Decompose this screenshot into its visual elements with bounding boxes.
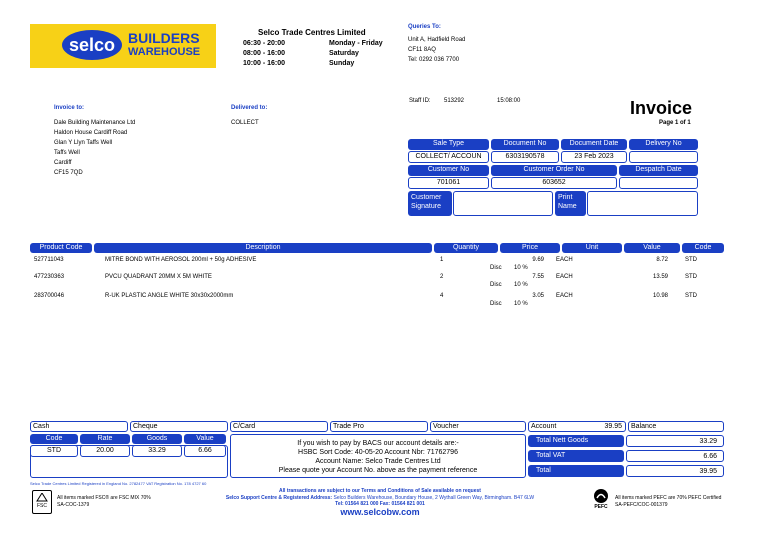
- hours-day-2: Sunday: [329, 60, 355, 67]
- tel-fax: Tel: 01564 821 000 Fax: 01564 821 001: [335, 501, 425, 507]
- col-quantity: Quantity: [434, 243, 498, 253]
- bacs-line-2: Account Name: Selco Trade Centres Ltd: [315, 458, 441, 465]
- total-label: Total: [528, 465, 624, 477]
- row-vat-code: STD: [685, 293, 697, 299]
- row-price: 3.05: [532, 293, 544, 299]
- row-quantity: 1: [440, 257, 444, 263]
- payment-ccard: C/Card: [230, 421, 328, 432]
- invoice-to-label: Invoice to:: [54, 105, 85, 111]
- document-date-header: Document Date: [561, 139, 627, 150]
- col-value: Value: [624, 243, 680, 253]
- sale-type-value: COLLECT/ ACCOUN: [408, 151, 489, 163]
- total-nett-goods-label: Total Nett Goods: [528, 435, 624, 447]
- row-vat-code: STD: [685, 274, 697, 280]
- hours-day-0: Monday - Friday: [329, 40, 383, 47]
- document-no-value: 6303190578: [491, 151, 559, 163]
- vat-row-code: STD: [30, 445, 78, 457]
- invoice-to-line-5: CF15 7QD: [54, 170, 83, 176]
- sale-type-header: Sale Type: [408, 139, 489, 150]
- row-disc-label: Disc: [490, 265, 502, 271]
- pefc-logo-icon: [590, 488, 612, 512]
- row-value: 13.59: [652, 274, 668, 280]
- print-name-label: Print Name: [555, 191, 586, 216]
- col-code: Code: [682, 243, 724, 253]
- row-product-code: 477230363: [34, 274, 65, 280]
- row-product-code: 283700046: [34, 293, 65, 299]
- row-disc: 10 %: [514, 282, 528, 288]
- despatch-date-value: [619, 177, 698, 189]
- customer-order-no-value: 603652: [491, 177, 617, 189]
- website-link[interactable]: www.selcobw.com: [340, 507, 420, 517]
- support-address: Selco Builders Warehouse, Boundary House, 2 Wythall Green Way, Birmingham. B47 6LW: [333, 495, 535, 501]
- company-name: Selco Trade Centres Limited: [258, 28, 366, 37]
- invoice-to-line-4: Cardiff: [54, 160, 72, 166]
- customer-order-no-header: Customer Order No: [491, 165, 617, 176]
- vat-row-rate: 20.00: [80, 445, 130, 457]
- fsc-text: All items marked FSC® are FSC MIX 70%: [57, 495, 151, 501]
- delivery-no-header: Delivery No: [629, 139, 698, 150]
- row-disc: 10 %: [514, 265, 528, 271]
- logo-brand: selco: [62, 30, 122, 60]
- vat-header-value: Value: [184, 434, 226, 444]
- despatch-date-header: Despatch Date: [619, 165, 698, 176]
- support-label: Selco Support Centre & Registered Address:: [225, 495, 333, 501]
- vat-header-code: Code: [30, 434, 78, 444]
- row-unit: EACH: [556, 257, 573, 263]
- vat-row-value: 6.66: [184, 445, 226, 457]
- logo-line1: BUILDERS: [128, 30, 200, 46]
- fsc-logo-icon: [32, 490, 52, 514]
- row-description: PVCU QUADRANT 20MM X 5M WHITE: [105, 274, 212, 280]
- pefc-text: All items marked PEFC are 70% PEFC Certified: [615, 495, 722, 501]
- page-number: Page 1 of 1: [659, 120, 691, 126]
- row-vat-code: STD: [685, 257, 697, 263]
- col-price: Price: [500, 243, 560, 253]
- total-vat-value: 6.66: [626, 450, 724, 462]
- vat-header-rate: Rate: [80, 434, 130, 444]
- delivered-to-label: Delivered to:: [231, 105, 268, 111]
- total-nett-goods-value: 33.29: [626, 435, 724, 447]
- logo-line2: WAREHOUSE: [128, 46, 201, 58]
- delivered-to-value: COLLECT: [231, 120, 259, 126]
- col-unit: Unit: [562, 243, 622, 253]
- document-no-header: Document No: [491, 139, 559, 150]
- row-quantity: 2: [440, 274, 444, 280]
- hours-time-2: 10:00 - 16:00: [243, 60, 286, 67]
- staff-label: Staff ID:: [409, 98, 431, 104]
- queries-line-2: Tel: 0292 036 7700: [408, 57, 460, 63]
- queries-line-0: Unit A, Hadfield Road: [408, 37, 466, 43]
- col-product-code: Product Code: [30, 243, 92, 253]
- pefc-code: SA-PEFC/COC-001379: [615, 502, 668, 508]
- staff-id: 513292: [444, 98, 465, 104]
- row-description: MITRE BOND WITH AEROSOL 200ml + 50g ADHESIVE: [105, 257, 257, 263]
- customer-no-header: Customer No: [408, 165, 489, 176]
- delivery-no-value: [629, 151, 698, 163]
- row-value: 8.72: [656, 257, 668, 263]
- fsc-code: SA-COC-1379: [57, 502, 90, 508]
- payment-cheque: Cheque: [130, 421, 228, 432]
- bacs-line-0: If you wish to pay by BACS our account details are:-: [297, 440, 459, 447]
- invoice-to-line-2: Glan Y Llyn Taffs Well: [54, 140, 113, 146]
- staff-time: 15:08:00: [497, 98, 521, 104]
- queries-line-1: CF11 8AQ: [408, 47, 436, 53]
- account-value: 39.95: [604, 423, 622, 430]
- fsc-logo-text: FSC: [37, 503, 47, 509]
- row-price: 9.69: [532, 257, 544, 263]
- row-description: R-UK PLASTIC ANGLE WHITE 30x30x2000mm: [105, 293, 234, 299]
- registered-text: Selco Trade Centres Limited Registered in England No. 2782477 VAT Registration No. 178 4727 60: [30, 481, 207, 486]
- row-value: 10.98: [652, 293, 668, 299]
- invoice-to-line-1: Haldon House Cardiff Road: [54, 130, 128, 136]
- payment-account: [528, 421, 626, 432]
- vat-header-goods: Goods: [132, 434, 182, 444]
- row-disc: 10 %: [514, 301, 528, 307]
- total-vat-label: Total VAT: [528, 450, 624, 462]
- table-row: [30, 292, 730, 318]
- row-quantity: 4: [440, 293, 444, 299]
- row-disc-label: Disc: [490, 301, 502, 307]
- print-name-box[interactable]: [587, 191, 698, 216]
- customer-no-value: 701061: [408, 177, 489, 189]
- row-unit: EACH: [556, 293, 573, 299]
- total-value: 39.95: [626, 465, 724, 477]
- row-price: 7.55: [532, 274, 544, 280]
- bacs-box: [230, 434, 526, 478]
- terms-text: All transactions are subject to our Terms and Conditions of Sale available on request: [279, 488, 481, 494]
- payment-balance: Balance: [628, 421, 724, 432]
- invoice-to-line-3: Taffs Well: [54, 150, 80, 156]
- customer-signature-label: Customer Signature: [408, 191, 452, 216]
- vat-row-goods: 33.29: [132, 445, 182, 457]
- hours-day-1: Saturday: [329, 50, 359, 57]
- payment-cash: Cash: [30, 421, 128, 432]
- account-label: Account: [531, 423, 557, 430]
- hours-time-1: 08:00 - 16:00: [243, 50, 286, 57]
- row-unit: EACH: [556, 274, 573, 280]
- queries-label: Queries To:: [408, 24, 441, 30]
- row-disc-label: Disc: [490, 282, 502, 288]
- payment-trade-pro: Trade Pro: [330, 421, 428, 432]
- selco-logo: [30, 24, 216, 68]
- document-date-value: 23 Feb 2023: [561, 151, 627, 163]
- pefc-logo-text: PEFC: [594, 504, 608, 510]
- invoice-to-line-0: Dale Building Maintenance Ltd: [54, 120, 136, 126]
- invoice-title: Invoice: [630, 98, 693, 118]
- row-product-code: 527711043: [34, 257, 64, 263]
- bacs-line-3: Please quote your Account No. above as the payment reference: [278, 467, 478, 474]
- hours-time-0: 06:30 - 20:00: [243, 40, 286, 47]
- col-description: Description: [94, 243, 432, 253]
- payment-voucher: Voucher: [430, 421, 526, 432]
- customer-signature-box[interactable]: [453, 191, 553, 216]
- bacs-line-1: HSBC Sort Code: 40-05-20 Account Nbr: 71762796: [298, 449, 458, 456]
- product-table-header: [30, 243, 724, 253]
